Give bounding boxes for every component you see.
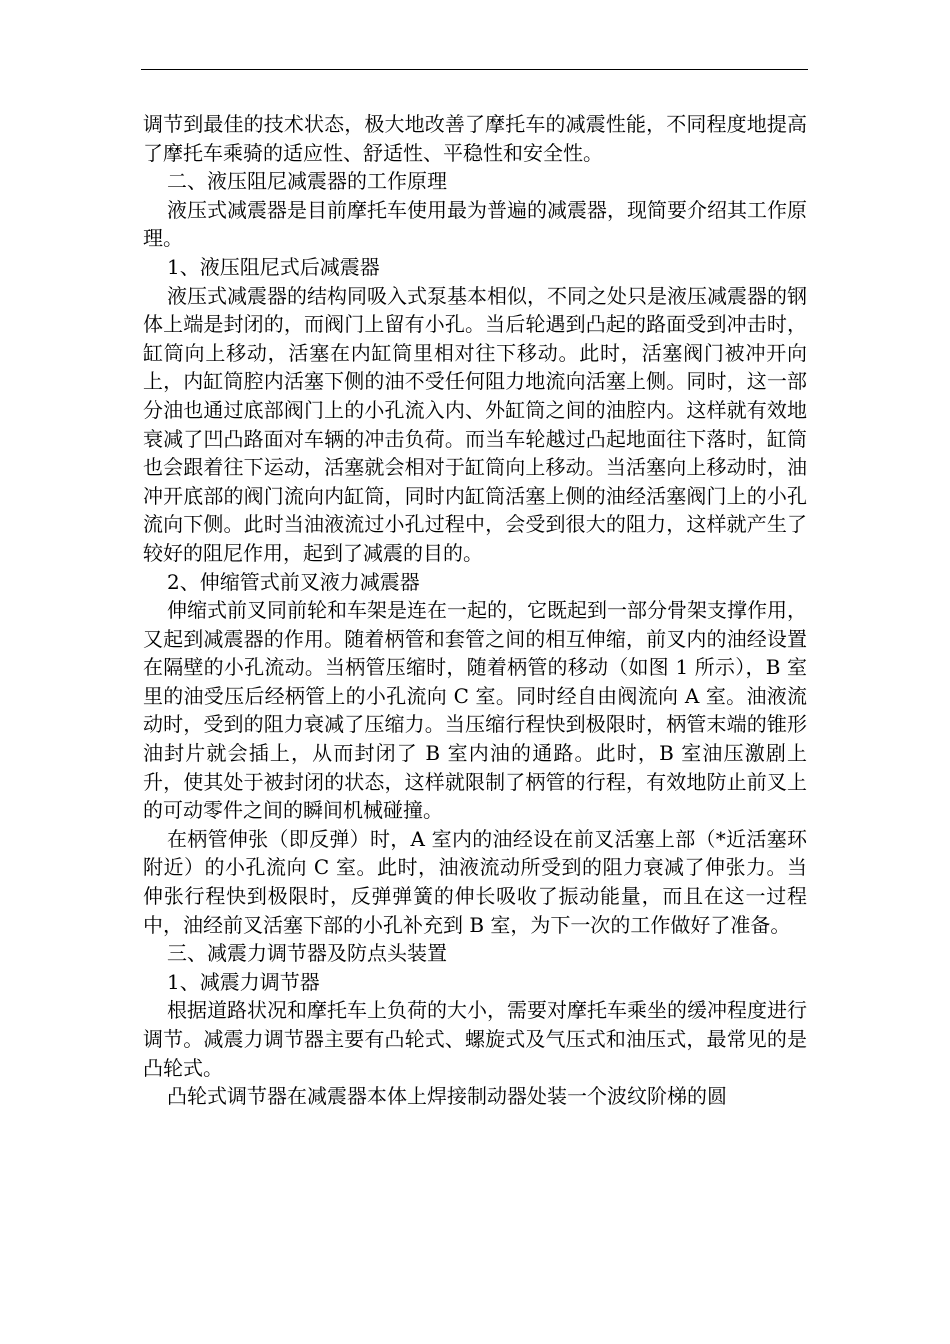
document-body (143, 110, 807, 1111)
paragraph-continuation: 调节到最佳的技术状态，极大地改善了摩托车的减震性能，不同程度地提高了摩托车乘骑的适应性、舒适性、平稳性和安全性。 (143, 112, 807, 165)
paragraph: 凸轮式调节器在减震器本体上焊接制动器处装一个波纹阶梯的圆 (167, 1084, 727, 1109)
section-heading-2: 二、液压阻尼减震器的工作原理 (167, 169, 447, 194)
subsection-heading-2-1: 1、液压阻尼式后减震器 (167, 254, 380, 279)
paragraph: 液压式减震器是目前摩托车使用最为普遍的减震器，现简要介绍其工作原理。 (143, 197, 807, 251)
paragraph: 根据道路状况和摩托车上负荷的大小，需要对摩托车乘坐的缓冲程度进行调节。减震力调节器主要有凸轮式、螺旋式及气压式和油压式，最常见的是凸轮式。 (143, 998, 807, 1080)
paragraph: 液压式减震器的结构同吸入式泵基本相似，不同之处只是液压减震器的钢体上端是封闭的，而阀门上留有小孔。当后轮遇到凸起的路面受到冲击时，缸筒向上移动，活塞在内缸筒里相对往下移动。此时，活塞阀门被冲开向上，内缸筒腔内活塞下侧的油不受任何阻力地流向活塞上侧。同时，这一部分油也通过底部阀门上的小孔流入内、外缸筒之间的油腔内。这样就有效地衰减了凹凸路面对车辆的冲击负荷。而当车轮越过凸起地面往下落时，缸筒也会跟着往下运动，活塞就会相对于缸筒向上移动。当活塞向上移动时，油冲开底部的阀门流向内缸筒，同时内缸筒活塞上侧的油经活塞阀门上的小孔流向下侧。此时当油液流过小孔过程中，会受到很大的阻力，这样就产生了较好的阻尼作用，起到了减震的目的。 (143, 283, 807, 565)
paragraph: 在柄管伸张（即反弹）时，A 室内的油经设在前叉活塞上部（*近活塞环附近）的小孔流向 C 室。此时，油液流动所受到的阻力衰减了伸张力。当伸张行程快到极限时，反弹弹簧的伸长吸收了振动能量，而且在这一过程中，油经前叉活塞下部的小孔补充到 B 室，为下一次的工作做好了准备。 (143, 826, 807, 937)
header-rule (141, 69, 808, 70)
subsection-heading-3-1: 1、减震力调节器 (167, 969, 320, 994)
subsection-heading-2-2: 2、伸缩管式前叉液力减震器 (167, 569, 420, 594)
paragraph: 伸缩式前叉同前轮和车架是连在一起的，它既起到一部分骨架支撑作用，又起到减震器的作用。随着柄管和套管之间的相互伸缩，前叉内的油经设置在隔壁的小孔流动。当柄管压缩时，随着柄管的移动（如图 1 所示），B 室里的油受压后经柄管上的小孔流向 C 室。同时经自由阀流向 A 室。油液流动时，受到的阻力衰减了压缩力。当压缩行程快到极限时，柄管末端的锥形油封片就会插上，从而封闭了 B 室内油的通路。此时，B 室油压激剧上升，使其处于被封闭的状态，这样就限制了柄管的行程，有效地防止前叉上的可动零件之间的瞬间机械碰撞。 (143, 598, 807, 823)
section-heading-3: 三、减震力调节器及防点头装置 (167, 941, 447, 966)
